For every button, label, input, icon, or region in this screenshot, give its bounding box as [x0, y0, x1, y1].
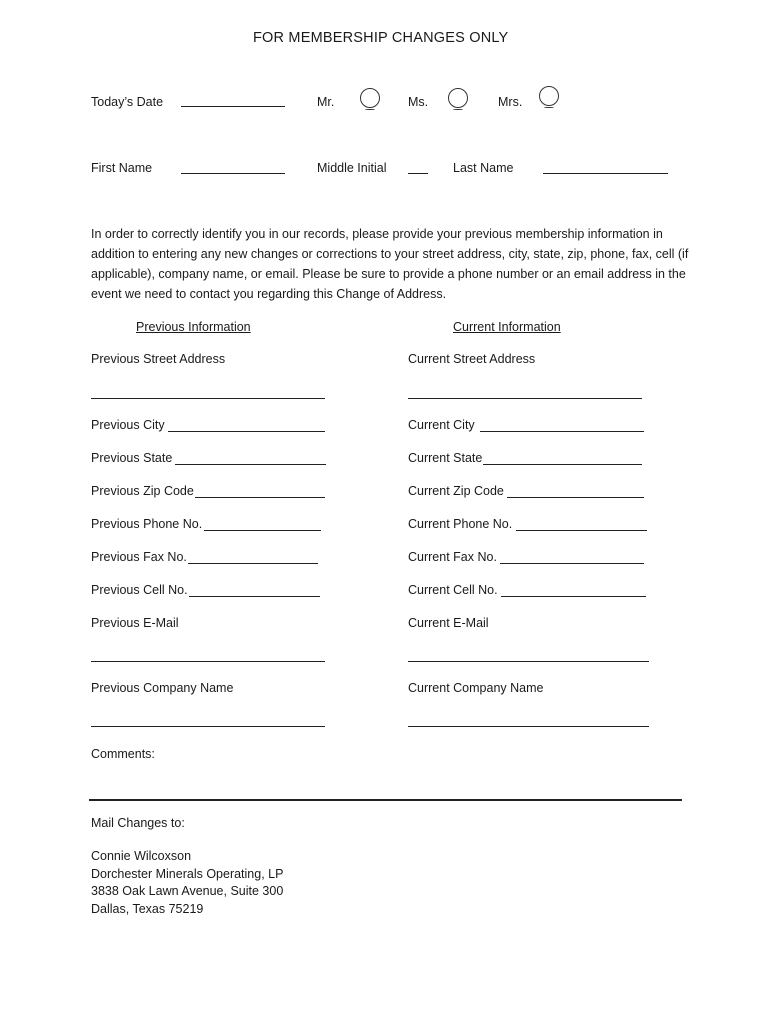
previous-fax-label: Previous Fax No.	[91, 550, 187, 564]
last-name-label: Last Name	[453, 161, 514, 175]
current-state-label: Current State	[408, 451, 483, 465]
instructions-paragraph: In order to correctly identify you in our records, please provide your previous membership information in addition to entering any new changes or corrections to your street address, city, state, zip, phone, fax, cell (if applicable), company name, or email. Please be sure to provide a phone number or an email address in the event we need to contact you regarding this Change of Address.	[91, 227, 689, 301]
previous-company-label: Previous Company Name	[91, 681, 234, 695]
previous-street-label: Previous Street Address	[91, 352, 226, 366]
previous-state-label: Previous State	[91, 451, 173, 465]
mr-label: Mr.	[317, 95, 335, 109]
current-fax-label: Current Fax No.	[408, 550, 497, 564]
previous-state-field[interactable]	[175, 464, 326, 465]
form-title: FOR MEMBERSHIP CHANGES ONLY	[253, 30, 509, 46]
middle-initial-field[interactable]	[408, 173, 428, 174]
current-zip-label: Current Zip Code	[408, 484, 504, 498]
ms-radio[interactable]	[448, 88, 468, 108]
previous-phone-label: Previous Phone No.	[91, 517, 203, 531]
previous-email-field[interactable]	[91, 661, 325, 662]
mailing-address	[91, 848, 283, 918]
current-city-label: Current City	[408, 418, 475, 432]
previous-city-field[interactable]	[168, 431, 325, 432]
current-cell-label: Current Cell No.	[408, 583, 498, 597]
previous-info-heading: Previous Information	[136, 320, 251, 334]
mrs-label: Mrs.	[498, 95, 523, 109]
current-phone-label: Current Phone No.	[408, 517, 513, 531]
previous-email-label: Previous E-Mail	[91, 616, 179, 630]
previous-cell-field[interactable]	[189, 596, 320, 597]
previous-city-label: Previous City	[91, 418, 165, 432]
current-street-label: Current Street Address	[408, 352, 536, 366]
last-name-field[interactable]	[543, 173, 668, 174]
previous-zip-field[interactable]	[195, 497, 325, 498]
current-city-field[interactable]	[480, 431, 644, 432]
mrs-radio[interactable]	[539, 86, 559, 106]
current-phone-field[interactable]	[516, 530, 647, 531]
first-name-label: First Name	[91, 161, 153, 175]
previous-fax-field[interactable]	[188, 563, 318, 564]
previous-street-field[interactable]	[91, 398, 325, 399]
current-state-field[interactable]	[483, 464, 642, 465]
todays-date-field[interactable]	[181, 106, 285, 107]
current-cell-field[interactable]	[501, 596, 646, 597]
mail-company: Dorchester Minerals Operating, LP	[91, 866, 284, 881]
mail-city: Dallas, Texas 75219	[91, 901, 204, 916]
mail-changes-label: Mail Changes to:	[91, 816, 185, 830]
current-email-field[interactable]	[408, 661, 649, 662]
mail-street: 3838 Oak Lawn Avenue, Suite 300	[91, 884, 284, 898]
comments-label: Comments:	[91, 747, 155, 761]
mr-radio[interactable]	[360, 88, 380, 108]
current-info-heading: Current Information	[453, 320, 561, 334]
current-email-label: Current E-Mail	[408, 616, 489, 630]
current-street-field[interactable]	[408, 398, 642, 399]
previous-phone-field[interactable]	[204, 530, 321, 531]
current-company-field[interactable]	[408, 726, 649, 727]
comments-field[interactable]	[89, 799, 682, 801]
previous-cell-label: Previous Cell No.	[91, 583, 188, 597]
todays-date-label: Today’s Date	[91, 95, 164, 109]
current-company-label: Current Company Name	[408, 681, 544, 695]
first-name-field[interactable]	[181, 173, 285, 174]
previous-zip-label: Previous Zip Code	[91, 484, 194, 498]
mail-name: Connie Wilcoxson	[91, 849, 192, 863]
previous-company-field[interactable]	[91, 726, 325, 727]
ms-label: Ms.	[408, 95, 429, 109]
current-zip-field[interactable]	[507, 497, 644, 498]
middle-initial-label: Middle Initial	[317, 161, 387, 175]
current-fax-field[interactable]	[500, 563, 644, 564]
